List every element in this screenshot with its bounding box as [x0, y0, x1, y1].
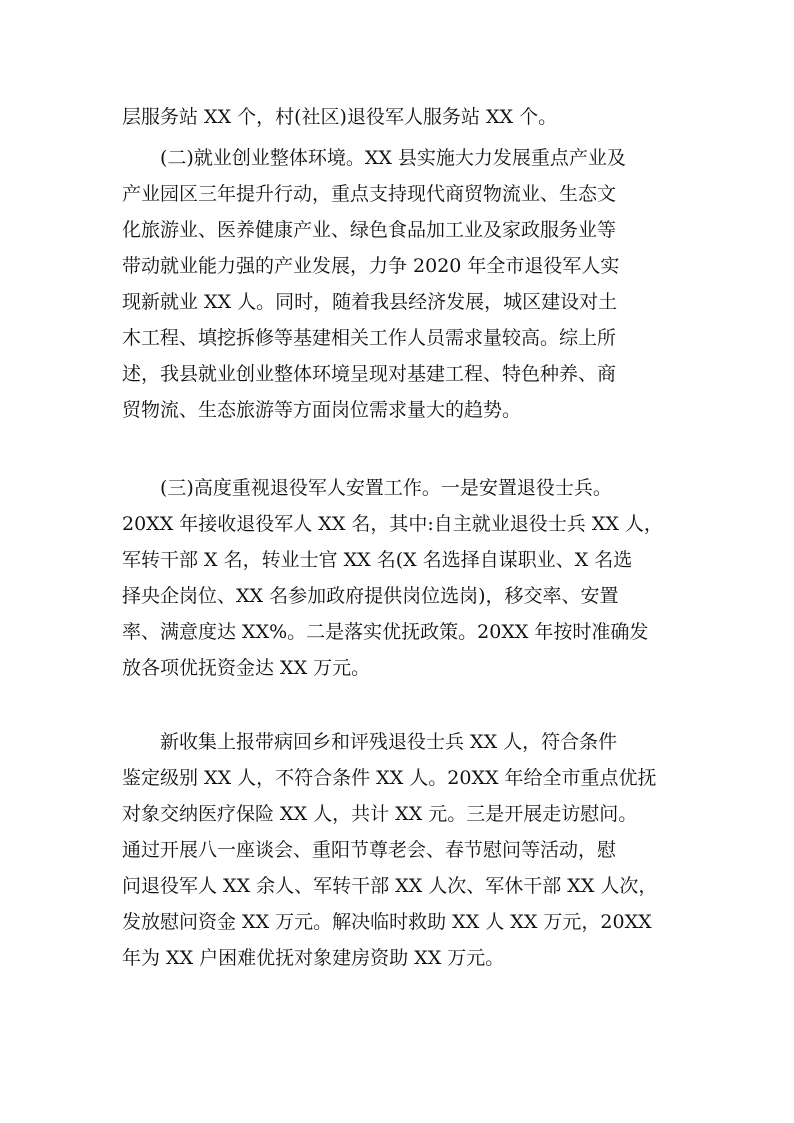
text-line: 现新就业 XX 人。同时，随着我县经济发展，城区建设对土 — [122, 291, 618, 313]
paragraph-continuation — [122, 99, 682, 135]
text-line: 军转干部 X 名，转业士官 XX 名(X 名选择自谋职业、X 名选 — [122, 549, 633, 571]
text-line: 木工程、填挖拆修等基建相关工作人员需求量较高。综上所 — [122, 327, 617, 349]
paragraph-employment-environment — [122, 140, 682, 428]
text-line: 贸物流、生态旅游等方面岗位需求量大的趋势。 — [122, 399, 522, 421]
text-line: 通过开展八一座谈会、重阳节尊老会、春节慰问等活动，慰 — [122, 839, 617, 861]
paragraph-new-collection — [122, 724, 682, 976]
text-line: 述，我县就业创业整体环境呈现对基建工程、特色种养、商 — [122, 363, 617, 385]
text-line: 鉴定级别 XX 人，不符合条件 XX 人。20XX 年给全市重点优抚 — [122, 767, 657, 789]
text-line: 20XX 年接收退役军人 XX 名，其中:自主就业退役士兵 XX 人， — [122, 513, 663, 535]
paragraph-resettlement — [122, 470, 682, 686]
text-line: 放各项优抚资金达 XX 万元。 — [122, 657, 371, 679]
text-line: 年为 XX 户困难优抚对象建房资助 XX 万元。 — [122, 947, 505, 969]
text-line: (三)高度重视退役军人安置工作。一是安置退役士兵。 — [160, 477, 612, 499]
text-line: 新收集上报带病回乡和评残退役士兵 XX 人，符合条件 — [160, 731, 618, 753]
text-line: 层服务站 XX 个，村(社区)退役军人服务站 XX 个。 — [122, 106, 558, 128]
text-line: 问退役军人 XX 余人、军转干部 XX 人次、军休干部 XX 人次， — [122, 875, 658, 897]
text-line: (二)就业创业整体环境。XX 县实施大力发展重点产业及 — [160, 147, 626, 169]
text-line: 发放慰问资金 XX 万元。解决临时救助 XX 人 XX 万元，20XX — [122, 911, 652, 933]
text-line: 化旅游业、医养健康产业、绿色食品加工业及家政服务业等 — [122, 219, 617, 241]
text-line: 率、满意度达 XX%。二是落实优抚政策。20XX 年按时准确发 — [122, 621, 649, 643]
text-line: 择央企岗位、XX 名参加政府提供岗位选岗)，移交率、安置 — [122, 585, 619, 607]
text-line: 对象交纳医疗保险 XX 人，共计 XX 元。三是开展走访慰问。 — [122, 803, 638, 825]
text-line: 产业园区三年提升行动，重点支持现代商贸物流业、生态文 — [122, 183, 617, 205]
text-line: 带动就业能力强的产业发展，力争 2020 年全市退役军人实 — [122, 255, 620, 277]
